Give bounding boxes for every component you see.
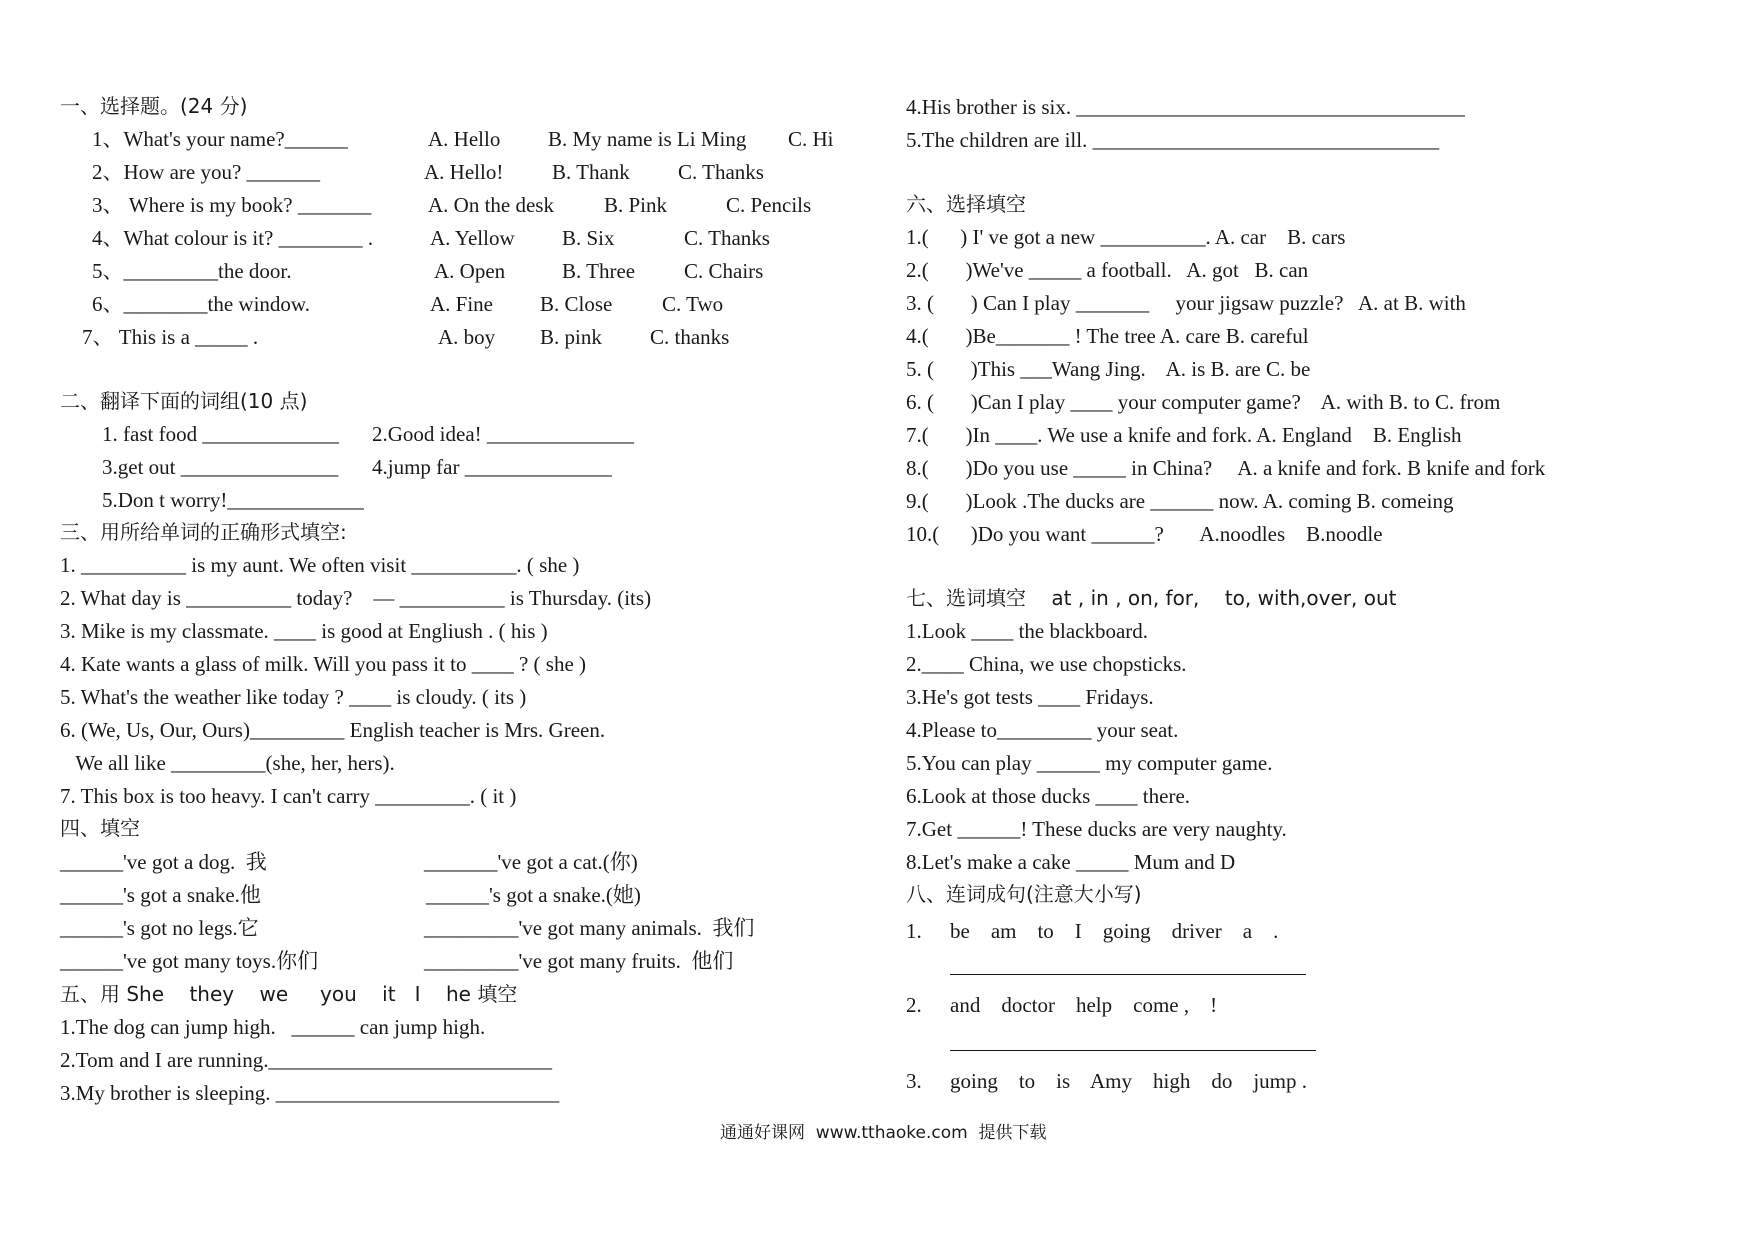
option-b: B. Pink [604, 193, 668, 217]
pronoun-item-1a: ______'ve got a dog. 我 [60, 850, 267, 874]
word-fill-line-4: 4.Please to_________ your seat. [906, 718, 1179, 742]
word-fill-line-2: 2.____ China, we use chopsticks. [906, 652, 1187, 676]
question-stem: 1、What's your name?______ [92, 127, 348, 151]
option-b: B. Close [540, 292, 613, 316]
option-b: B. Three [562, 259, 636, 283]
pronoun-item-4b: _________'ve got many fruits. 他们 [424, 949, 734, 973]
word-fill-line-5: 5.You can play ______ my computer game. [906, 751, 1273, 775]
choice-line-4: 4.( )Be_______ ! The tree A. care B. careful [906, 324, 1309, 348]
option-c: C. Thanks [678, 160, 764, 184]
choice-line-5: 5. ( )This ___Wang Jing. A. is B. are C. be [906, 357, 1311, 381]
option-b: B. pink [540, 325, 602, 349]
word-fill-line-3: 3.He's got tests ____ Fridays. [906, 685, 1154, 709]
section-2-title: 二、翻译下面的词组(10 点) [60, 389, 308, 413]
fill-line-2: 2. What day is __________ today? — __________ is Thursday. (its) [60, 586, 652, 610]
item-number: 1. [906, 919, 922, 943]
translate-item-2: 2.Good idea! ______________ [372, 422, 634, 446]
option-c: C. Thanks [684, 226, 770, 250]
option-a: A. Open [434, 259, 506, 283]
answer-line [950, 974, 1306, 975]
fill-line-5: 5. What's the weather like today ? ____ is cloudy. ( its ) [60, 685, 527, 709]
choice-line-6: 6. ( )Can I play ____ your computer game? A. with B. to C. from [906, 390, 1501, 414]
rewrite-line-4: 4.His brother is six. _____________________________________ [906, 95, 1465, 119]
option-c: C. Chairs [684, 259, 764, 283]
fill-line-6: 6. (We, Us, Our, Ours)_________ English teacher is Mrs. Green. [60, 718, 606, 742]
rewrite-line-5: 5.The children are ill. _________________________________ [906, 128, 1440, 152]
translate-item-4: 4.jump far ______________ [372, 455, 612, 479]
translate-item-3: 3.get out _______________ [102, 455, 339, 479]
translate-item-1: 1. fast food _____________ [102, 422, 339, 446]
choice-line-3: 3. ( ) Can I play _______ your jigsaw puzzle? A. at B. with [906, 291, 1466, 315]
choice-line-1: 1.( ) I' ve got a new __________. A. car B. cars [906, 225, 1346, 249]
option-b: B. Thank [552, 160, 630, 184]
word-fill-line-1: 1.Look ____ the blackboard. [906, 619, 1149, 643]
footer-source: 通通好课网 www.tthaoke.com 提供下载 [720, 1123, 1047, 1143]
section-4-title: 四、填空 [60, 816, 140, 840]
option-c: C. Hi [788, 127, 834, 151]
rewrite-line-3: 3.My brother is sleeping. ___________________________ [60, 1081, 560, 1105]
pronoun-item-3b: _________'ve got many animals. 我们 [424, 916, 755, 940]
option-a: A. On the desk [428, 193, 554, 217]
question-stem: 3、 Where is my book? _______ [92, 193, 372, 217]
choice-line-8: 8.( )Do you use _____ in China? A. a knife and fork. B knife and fork [906, 456, 1546, 480]
pronoun-item-1b: _______'ve got a cat.(你) [424, 850, 638, 874]
item-number: 2. [906, 993, 922, 1017]
choice-line-7: 7.( )In ____. We use a knife and fork. A. England B. English [906, 423, 1462, 447]
word-fill-line-6: 6.Look at those ducks ____ there. [906, 784, 1191, 808]
option-c: C. Two [662, 292, 724, 316]
section-6-title: 六、选择填空 [906, 192, 1026, 216]
answer-line [950, 1050, 1316, 1051]
item-number: 3. [906, 1069, 922, 1093]
choice-line-2: 2.( )We've _____ a football. A. got B. can [906, 258, 1309, 282]
fill-line-6b: We all like _________(she, her, hers). [60, 751, 395, 775]
question-stem: 4、What colour is it? ________ . [92, 226, 374, 250]
section-5-title: 五、用 She they we you it I he 填空 [60, 982, 518, 1006]
option-b: B. My name is Li Ming [548, 127, 747, 151]
choice-line-10: 10.( )Do you want ______? A.noodles B.noodle [906, 522, 1383, 546]
option-a: A. boy [438, 325, 496, 349]
question-stem: 7、 This is a _____ . [82, 325, 259, 349]
option-a: A. Hello! [424, 160, 504, 184]
section-8-title: 八、连词成句(注意大小写) [906, 882, 1142, 906]
scrambled-words: and doctor help come , ! [950, 993, 1218, 1017]
option-b: B. Six [562, 226, 615, 250]
rewrite-line-2: 2.Tom and I are running.___________________________ [60, 1048, 552, 1072]
pronoun-item-4a: ______'ve got many toys.你们 [60, 949, 319, 973]
question-stem: 2、How are you? _______ [92, 160, 321, 184]
option-a: A. Fine [430, 292, 493, 316]
pronoun-item-2a: ______'s got a snake.他 [60, 883, 261, 907]
rewrite-line-1: 1.The dog can jump high. ______ can jump high. [60, 1015, 486, 1039]
fill-line-1: 1. __________ is my aunt. We often visit __________. ( she ) [60, 553, 580, 577]
translate-item-5: 5.Don t worry!_____________ [102, 488, 364, 512]
section-1-title: 一、选择题。(24 分) [60, 94, 248, 118]
word-fill-line-7: 7.Get ______! These ducks are very naughty. [906, 817, 1287, 841]
choice-line-9: 9.( )Look .The ducks are ______ now. A. coming B. comeing [906, 489, 1454, 513]
question-stem: 6、________the window. [92, 292, 310, 316]
question-stem: 5、_________the door. [92, 259, 292, 283]
section-3-title: 三、用所给单词的正确形式填空: [60, 520, 347, 544]
option-c: C. Pencils [726, 193, 812, 217]
scrambled-words: going to is Amy high do jump . [950, 1069, 1308, 1093]
fill-line-4: 4. Kate wants a glass of milk. Will you pass it to ____ ? ( she ) [60, 652, 587, 676]
scrambled-words: be am to I going driver a . [950, 919, 1279, 943]
pronoun-item-3a: ______'s got no legs.它 [60, 916, 259, 940]
fill-line-3: 3. Mike is my classmate. ____ is good at Engliush . ( his ) [60, 619, 548, 643]
option-a: A. Hello [428, 127, 501, 151]
fill-line-7: 7. This box is too heavy. I can't carry _________. ( it ) [60, 784, 517, 808]
word-fill-line-8: 8.Let's make a cake _____ Mum and D [906, 850, 1236, 874]
section-7-title: 七、选词填空 at , in , on, for, to, with,over, out [906, 586, 1397, 610]
option-c: C. thanks [650, 325, 730, 349]
option-a: A. Yellow [430, 226, 515, 250]
pronoun-item-2b: ______'s got a snake.(她) [426, 883, 641, 907]
